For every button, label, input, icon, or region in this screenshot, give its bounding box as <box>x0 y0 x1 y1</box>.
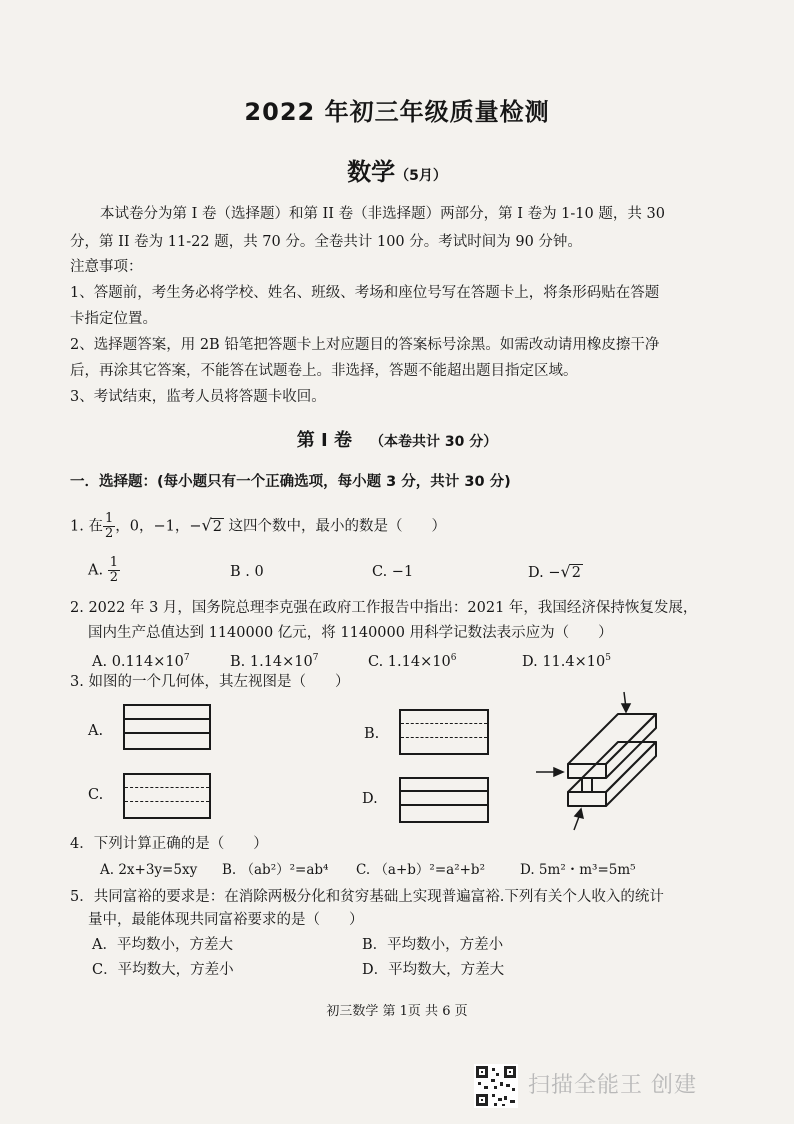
sqrt-icon: √ <box>201 515 212 535</box>
q1-option-a <box>88 556 120 585</box>
q4-option-a: A. 2x+3y=5xy <box>100 862 198 878</box>
intro-line-1: 本试卷分为第 I 卷（选择题）和第 II 卷（非选择题）两部分，第 I 卷为 1-10 题，共 30 <box>100 206 665 222</box>
q5-line-2: 量中，最能体现共同富裕要求的是（ ） <box>88 912 364 928</box>
q1-option-b: B . 0 <box>230 564 264 580</box>
q2-a-text: A. 0.114×10 <box>92 653 184 670</box>
notice-3: 3、考试结束，监考人员将答题卡收回。 <box>70 389 326 405</box>
solid-figure-drawing <box>530 688 670 834</box>
solid-line <box>125 732 209 734</box>
q3-stem: 3. 如图的一个几何体，其左视图是（ ） <box>70 674 350 690</box>
qr-code-icon <box>474 1064 518 1108</box>
q1-a-label: A. <box>88 562 104 579</box>
q2-c-exp: 6 <box>450 653 457 663</box>
q1-d-radicand: 2 <box>571 565 581 581</box>
section-score: （本卷共计 30 分） <box>370 434 498 450</box>
notice-1a: 1、答题前，考生务必将学校、姓名、班级、考场和座位号写在答题卡上，将条形码贴在答题 <box>70 285 660 301</box>
q5-line-1: 5．共同富裕的要求是：在消除两极分化和贫穷基础上实现普遍富裕.下列有关个人收入的统计 <box>70 889 664 905</box>
sqrt-icon: √ <box>560 562 571 581</box>
q2-option-b <box>230 648 319 672</box>
q3-option-a-figure <box>123 704 211 750</box>
q5-option-a: A．平均数小，方差大 <box>92 937 233 953</box>
q2-c-text: C. 1.14×10 <box>368 653 451 670</box>
solid-line <box>401 804 487 806</box>
q5-option-d: D．平均数大，方差大 <box>362 962 505 978</box>
q1-fraction <box>103 512 115 541</box>
solid-line <box>125 718 209 720</box>
section-title <box>0 426 794 452</box>
notice-2b: 后，再涂其它答案，不能答在试题卷上。非选择，答题不能超出题目指定区域。 <box>70 363 578 379</box>
dashed-line <box>125 801 209 802</box>
q3-option-d-figure <box>399 777 489 823</box>
q2-b-text: B. 1.14×10 <box>230 653 313 670</box>
q1-tail: 这四个数中，最小的数是（ ） <box>223 518 447 535</box>
q2-d-exp: 5 <box>605 653 611 663</box>
q4-stem: 4．下列计算正确的是（ ） <box>70 836 268 852</box>
q1-frac-num: 1 <box>104 511 114 526</box>
q1-num: 1. 在 <box>70 518 103 535</box>
q3-option-c-figure <box>123 773 211 819</box>
subject-name: 数学 <box>347 158 396 186</box>
q3-d-label: D. <box>362 791 378 807</box>
intro-line-2: 分，第 II 卷为 11-22 题，共 70 分。全卷共计 100 分。考试时间为 90 分钟。 <box>70 234 582 250</box>
q4-option-b: B. （ab²）²=ab⁴ <box>222 862 329 878</box>
part-heading: 一．选择题：(每小题只有一个正确选项，每小题 3 分，共计 30 分) <box>70 474 511 490</box>
q2-d-text: D. 11.4×10 <box>522 653 606 670</box>
q1-mid: ，0，−1， <box>115 518 190 535</box>
exam-title: 2022 年初三年级质量检测 <box>244 98 550 126</box>
q2-a-exp: 7 <box>183 653 190 663</box>
q4-option-d: D. 5m²・m³=5m⁵ <box>520 862 636 878</box>
q1-d-minus: − <box>548 565 561 581</box>
q2-option-a <box>92 648 190 672</box>
q5-option-c: C．平均数大，方差小 <box>92 962 234 978</box>
page-footer: 初三数学 第 1页 共 6 页 <box>326 1004 468 1019</box>
notice-2a: 2、选择题答案，用 2B 铅笔把答题卡上对应题目的答案标号涂黑。如需改动请用橡皮擦干净 <box>70 337 660 353</box>
notice-label: 注意事项： <box>70 259 143 275</box>
notice-1b: 卡指定位置。 <box>70 311 157 327</box>
q1-a-den: 2 <box>109 570 118 585</box>
solid-line <box>401 790 487 792</box>
q2-line-1: 2. 2022 年 3 月，国务院总理李克强在政府工作报告中指出：2021 年，我国经济保持恢复发展， <box>70 600 698 616</box>
q1-option-d <box>528 562 583 583</box>
q3-c-label: C. <box>88 787 104 803</box>
scanner-watermark: 扫描全能王 创建 <box>528 1073 697 1098</box>
q1-minus: − <box>189 518 202 535</box>
q1-a-fraction <box>108 556 120 585</box>
q3-b-label: B. <box>364 726 380 742</box>
dashed-line <box>125 787 209 788</box>
q1-radicand: 2 <box>212 518 222 535</box>
dashed-line <box>401 737 487 738</box>
q1-frac-den: 2 <box>104 526 114 541</box>
q2-b-exp: 7 <box>312 653 319 663</box>
q2-option-d <box>522 648 611 672</box>
q2-option-c <box>368 648 456 672</box>
q4-option-c: C. （a+b）²=a²+b² <box>356 862 485 878</box>
q1-d-label: D. <box>528 565 544 581</box>
q1-a-num: 1 <box>109 555 118 570</box>
q5-option-b: B．平均数小，方差小 <box>362 937 504 953</box>
q3-a-label: A. <box>88 723 104 739</box>
dashed-line <box>401 723 487 724</box>
section-name: 第 I 卷 <box>296 430 352 451</box>
question-1 <box>70 512 446 541</box>
subject-title <box>0 152 794 187</box>
subject-note: （5月） <box>395 168 447 184</box>
q3-option-b-figure <box>399 709 489 755</box>
q2-line-2: 国内生产总值达到 1140000 亿元，将 1140000 用科学记数法表示应为（ ） <box>88 625 613 641</box>
q1-option-c: C. −1 <box>372 564 414 580</box>
